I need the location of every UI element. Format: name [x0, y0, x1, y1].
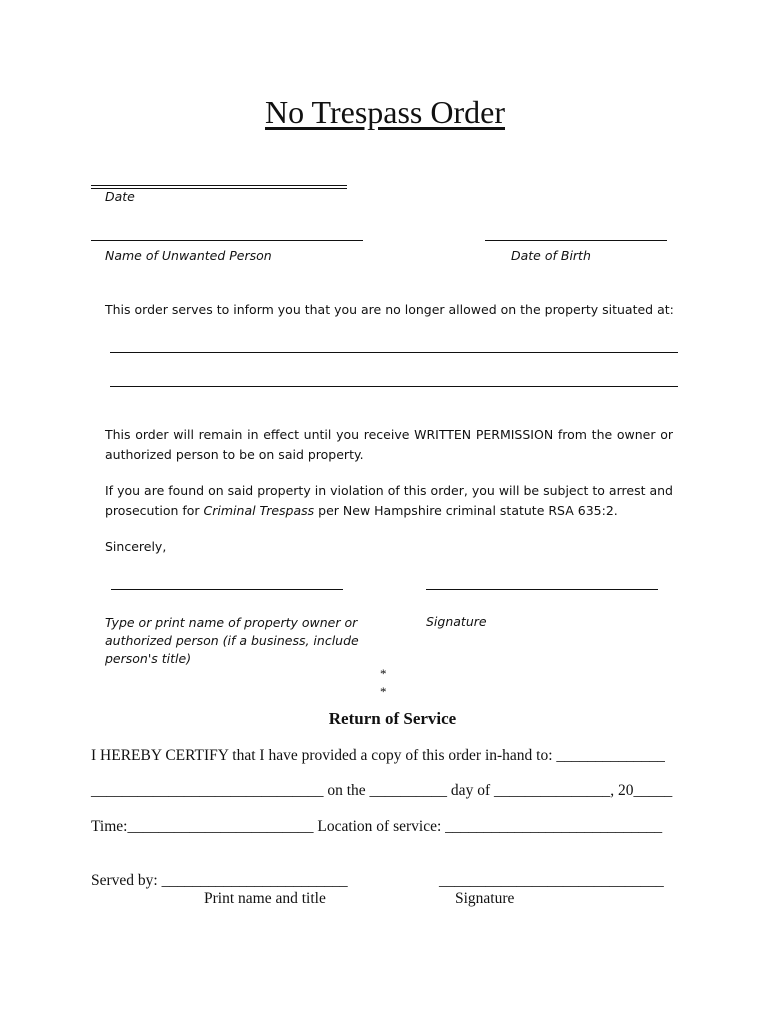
- certify-line[interactable]: I HEREBY CERTIFY that I have provided a copy of this order in-hand to: ______________: [91, 747, 665, 764]
- unwanted-person-line[interactable]: [91, 240, 363, 241]
- owner-signature-line[interactable]: [426, 589, 658, 590]
- service-signature-label: Signature: [455, 890, 515, 907]
- criminal-trespass-emphasis: Criminal Trespass: [203, 503, 315, 518]
- served-by-line[interactable]: Served by: ________________________: [91, 872, 348, 889]
- property-intro-text: This order serves to inform you that you are no longer allowed on the property situated at:: [105, 302, 674, 317]
- owner-name-label: Type or print name of property owner or authorized person (if a business, include person's title): [105, 615, 359, 666]
- date-label: Date: [105, 189, 135, 204]
- violation-text-start: If you are found on said property in violation of this order, you will be subject to arrest and prosecution for: [105, 483, 673, 518]
- owner-name-line[interactable]: [111, 589, 343, 590]
- property-address-line-1[interactable]: [110, 352, 678, 353]
- served-by-signature-line[interactable]: _____________________________: [439, 872, 664, 889]
- violation-text-end: per New Hampshire criminal statute RSA 635:2.: [314, 503, 618, 518]
- closing-text: Sincerely,: [105, 539, 167, 554]
- effect-paragraph: This order will remain in effect until you receive WRITTEN PERMISSION from the owner or authorized person to be on said property.: [105, 427, 673, 462]
- separator-star-1: *: [380, 666, 387, 681]
- return-of-service-heading: Return of Service: [328, 709, 457, 728]
- unwanted-person-label: Name of Unwanted Person: [105, 248, 272, 263]
- document-title: No Trespass Order: [265, 94, 505, 130]
- print-name-title-label: Print name and title: [204, 890, 326, 907]
- property-address-line-2[interactable]: [110, 386, 678, 387]
- date-line[interactable]: [91, 185, 347, 186]
- owner-signature-label: Signature: [426, 614, 487, 629]
- dob-label: Date of Birth: [511, 248, 591, 263]
- dob-line[interactable]: [485, 240, 667, 241]
- violation-paragraph: [105, 481, 673, 521]
- service-date-line[interactable]: ______________________________ on the __________ day of _______________, 20_____: [91, 782, 673, 799]
- time-location-line[interactable]: Time:________________________ Location of service: ____________________________: [91, 818, 663, 835]
- separator-star-2: *: [380, 684, 387, 699]
